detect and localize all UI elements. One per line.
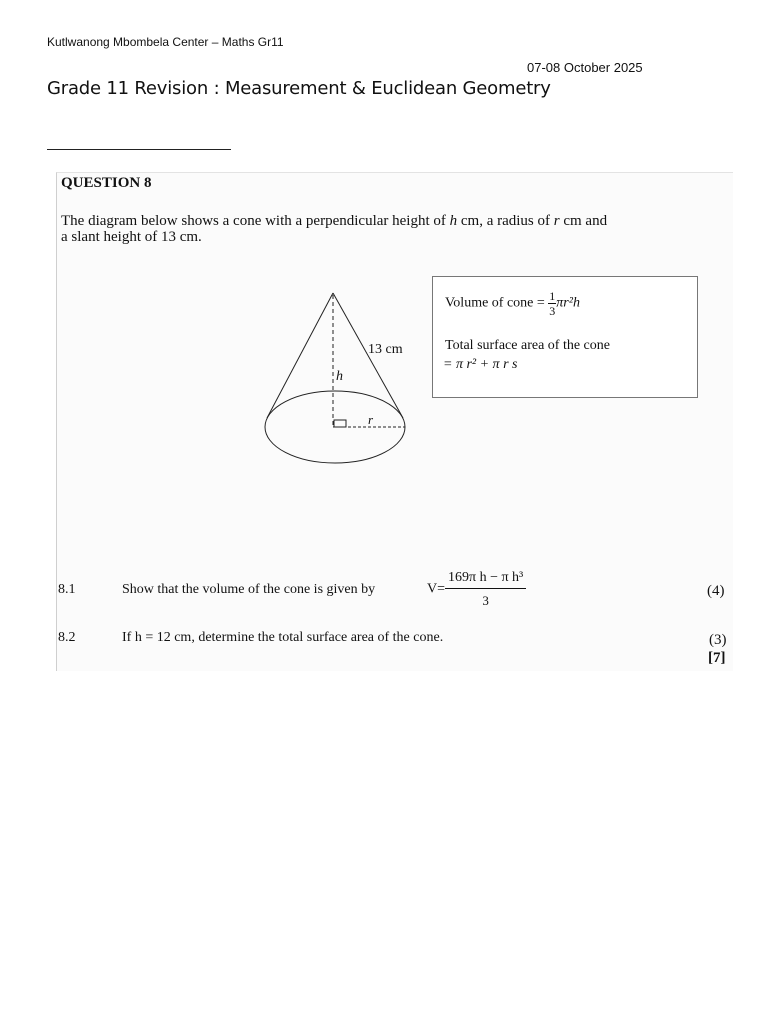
q8-1-marks: (4) — [707, 583, 725, 599]
question-intro-line2: a slant height of 13 cm. — [61, 229, 202, 245]
q8-1-numerator: 169π h − π h³ — [445, 570, 526, 589]
cone-left-edge — [267, 293, 333, 418]
q8-2-text: If h = 12 cm, determine the total surface area of the cone. — [122, 630, 444, 645]
total-marks: [7] — [708, 650, 726, 666]
volume-formula — [445, 290, 580, 317]
volume-label: Volume of cone — [445, 295, 534, 311]
name-line — [47, 149, 231, 150]
tsa-label: Total surface area of the cone — [445, 338, 610, 353]
date-label: 07-08 October 2025 — [527, 60, 643, 75]
q8-2-number: 8.2 — [58, 630, 76, 645]
tsa-formula: = π r² + π r s — [443, 357, 518, 372]
slant-height-label: 13 cm — [368, 342, 403, 357]
q8-2-marks: (3) — [709, 632, 727, 648]
volume-rest: πr²h — [556, 295, 580, 311]
right-angle-mark — [334, 420, 346, 427]
intro-text-b: cm, a radius of — [457, 213, 554, 229]
q8-1-number: 8.1 — [58, 582, 76, 597]
q8-1-text: Show that the volume of the cone is given by — [122, 582, 376, 597]
school-header: Kutlwanong Mbombela Center – Maths Gr11 — [47, 35, 284, 49]
question-heading: QUESTION 8 — [61, 175, 152, 191]
intro-var-r: r — [553, 213, 560, 229]
radius-label: r — [368, 412, 374, 427]
volume-equals: = — [533, 295, 549, 311]
q8-1-denominator: 3 — [482, 593, 489, 608]
q8-1-fraction — [445, 570, 526, 609]
intro-text-a: The diagram below shows a cone with a perpendicular height of — [61, 213, 450, 229]
question-intro-line1 — [61, 213, 607, 230]
page-title: Grade 11 Revision : Measurement & Euclidean Geometry — [47, 78, 551, 99]
intro-text-c: cm and — [559, 213, 608, 229]
height-label: h — [336, 369, 343, 384]
q8-1-formula — [427, 570, 526, 609]
volume-frac-den: 3 — [549, 304, 556, 318]
volume-frac-num: 1 — [549, 289, 556, 303]
cone-diagram — [255, 285, 415, 495]
intro-var-h: h — [449, 213, 458, 229]
q8-1-formula-lhs: V= — [427, 581, 446, 597]
